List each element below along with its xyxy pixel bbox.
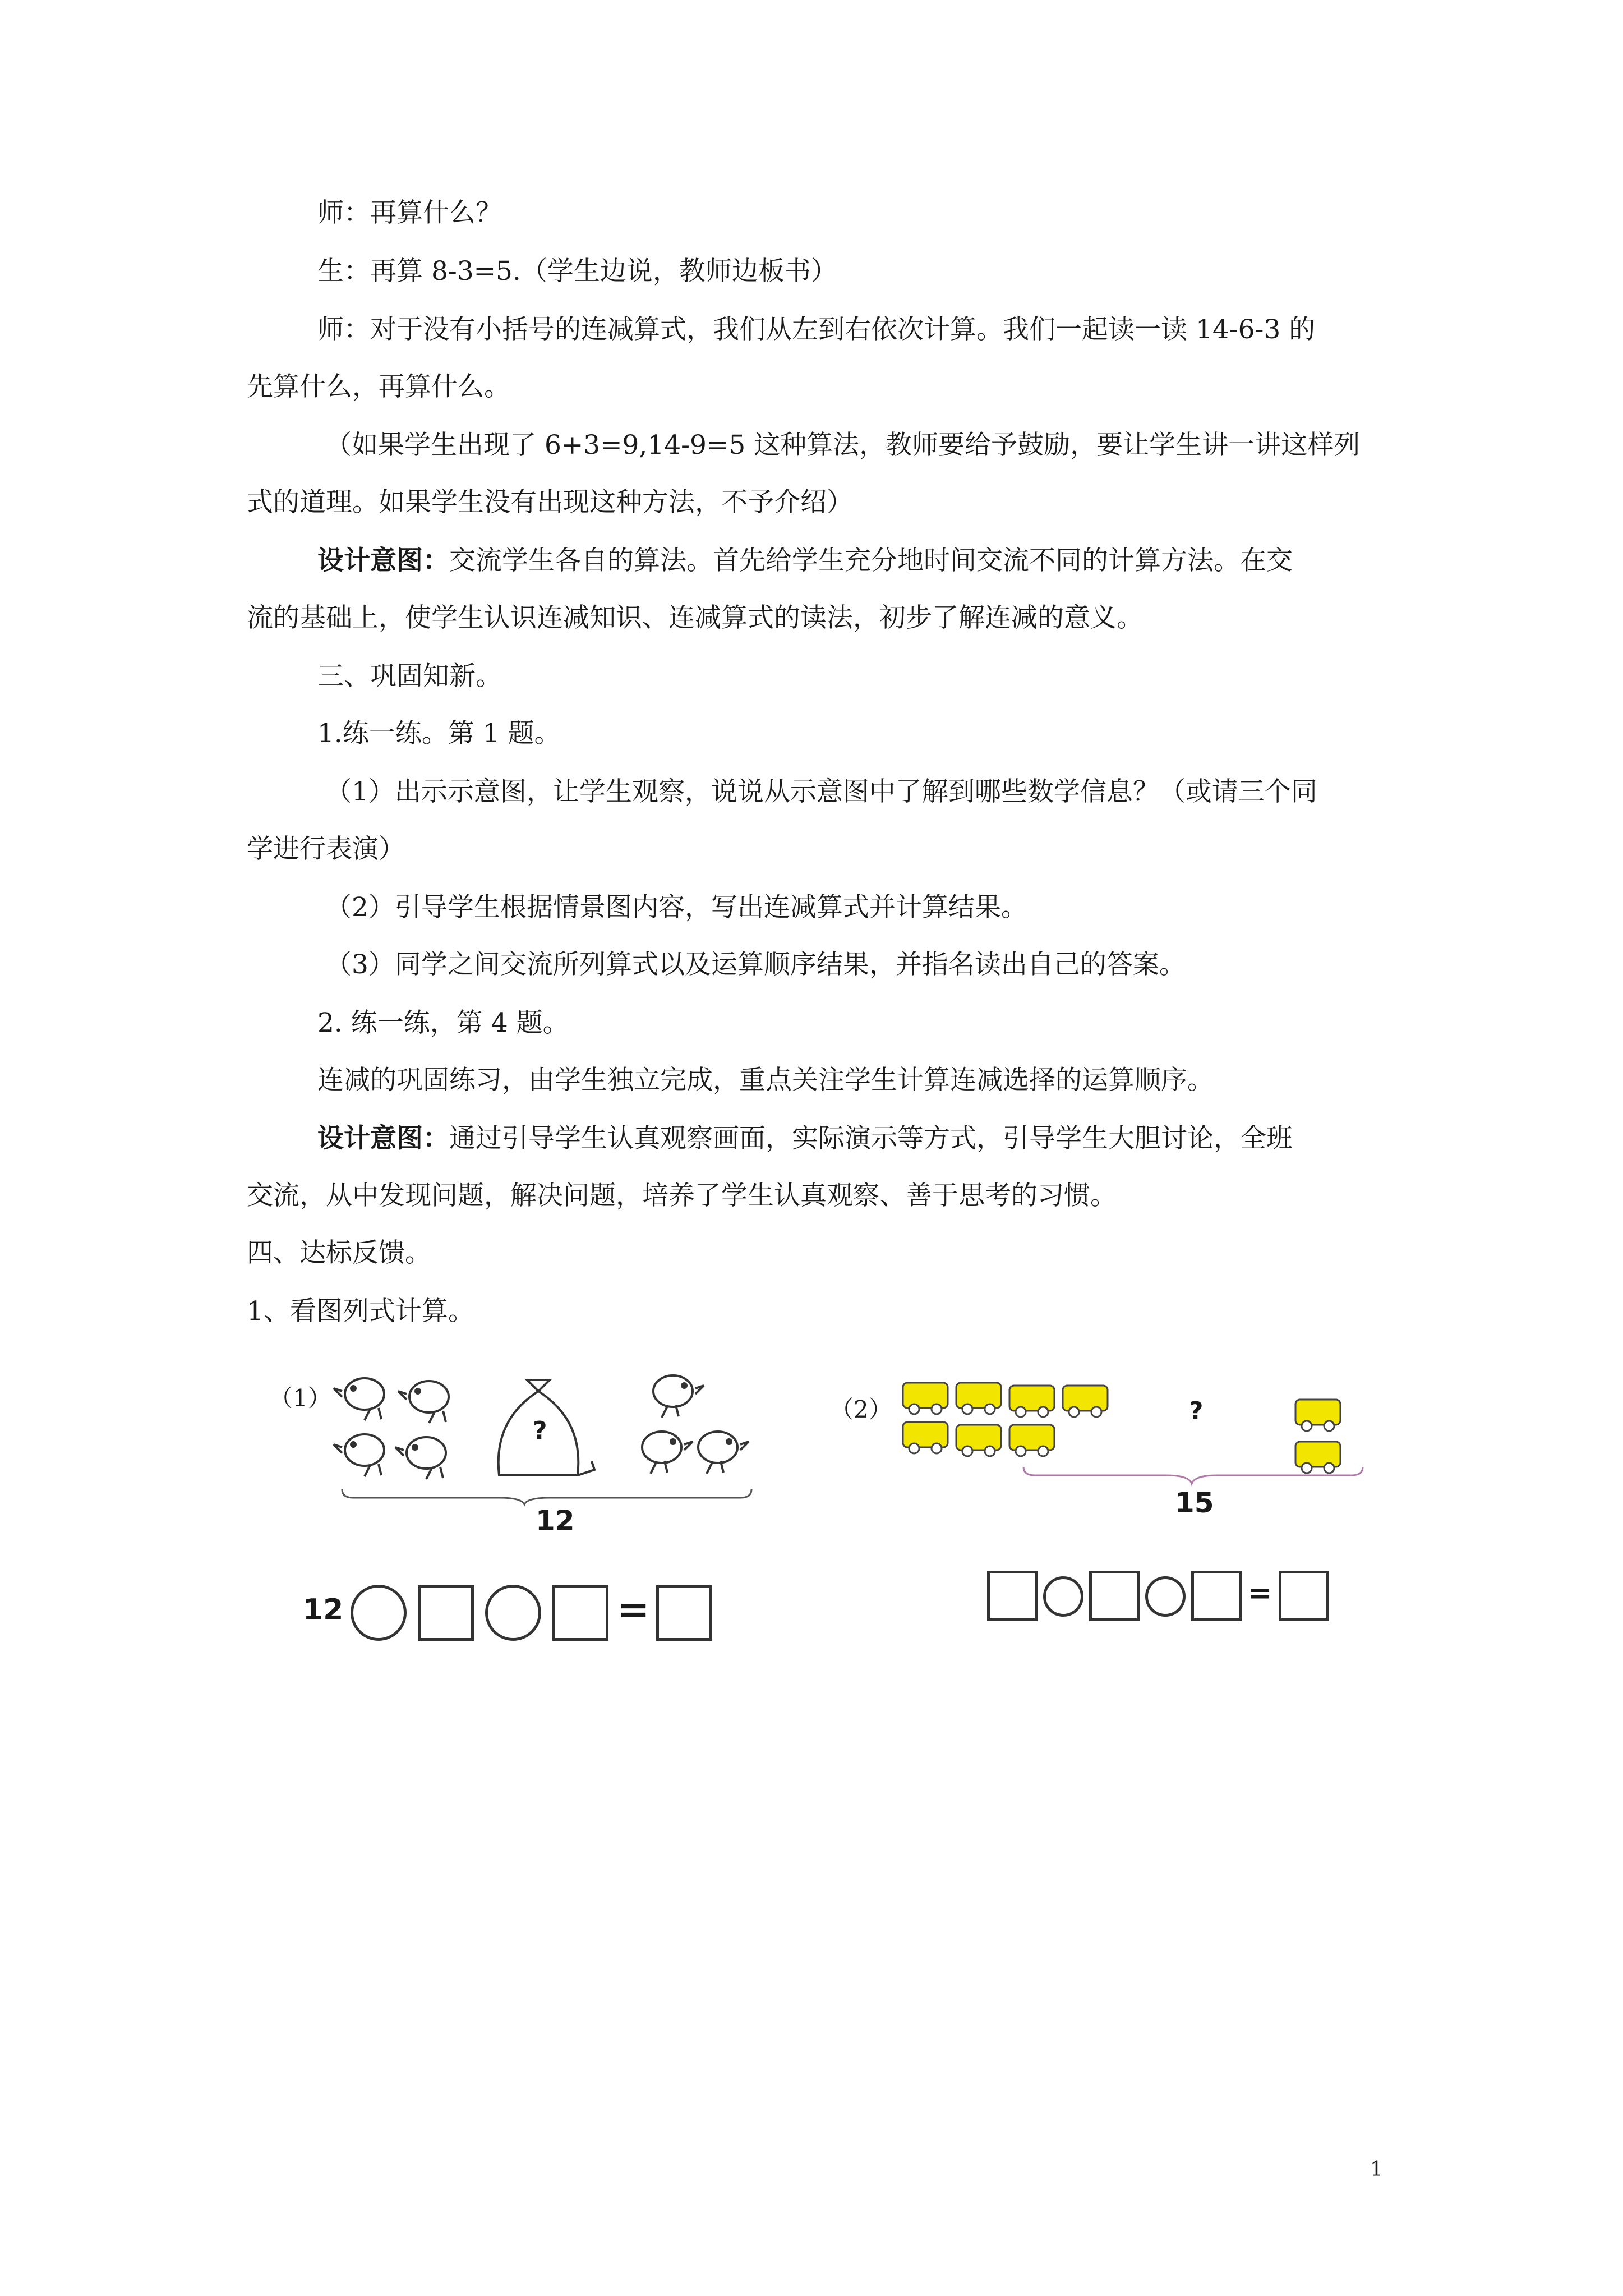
cars-picture — [830, 1369, 1391, 1515]
exercise-2-text: 连减的巩固练习，由学生独立完成，重点关注学生计算连减选择的运算顺序。 — [317, 1065, 1214, 1096]
figure-2-label: （2） — [830, 1396, 892, 1423]
car-icon — [903, 1422, 948, 1453]
answer-box-1[interactable] — [418, 1585, 474, 1641]
car-icon — [903, 1383, 948, 1414]
bird-icon — [398, 1381, 449, 1423]
bird-icon — [653, 1375, 704, 1418]
exercise-1-step-1-line-1: （1）出示示意图，让学生观察，说说从示意图中了解到哪些数学信息？（或请三个同 — [325, 776, 1317, 807]
design-intent-1-line-1 — [317, 544, 1293, 578]
section-3-heading: 三、巩固知新。 — [317, 661, 502, 692]
birds-picture — [258, 1358, 819, 1616]
equation-start-number: 12 — [303, 1593, 344, 1627]
bird-icon — [395, 1437, 446, 1479]
exercise-1-step-2: （2）引导学生根据情景图内容，写出连减算式并计算结果。 — [325, 892, 1027, 923]
design-intent-label: 设计意图： — [317, 1123, 449, 1154]
exercise-1-heading: 1.练一练。第 1 题。 — [317, 718, 561, 749]
design-intent-1-line-2: 流的基础上，使学生认识连减知识、连减算式的读法，初步了解连减的意义。 — [247, 602, 1143, 633]
equals-sign: = — [1248, 1576, 1272, 1610]
figure-2-cars — [830, 1369, 1391, 1660]
design-intent-label: 设计意图： — [317, 545, 449, 576]
paragraph-teacher-explain-1: 师：对于没有小括号的连减算式，我们从左到右依次计算。我们一起读一读 14-6-3 的 — [317, 314, 1316, 345]
total-count: 15 — [1175, 1487, 1214, 1519]
section-4-heading: 四、达标反馈。 — [247, 1237, 431, 1268]
unknown-quantity: ? — [533, 1416, 547, 1445]
car-icon — [1063, 1386, 1108, 1417]
answer-box-3[interactable] — [1191, 1571, 1242, 1621]
paragraph-note-1: （如果学生出现了 6+3=9,14-9=5 这种算法，教师要给予鼓励，要让学生讲一讲这样列 — [325, 430, 1361, 461]
design-intent-text: 通过引导学生认真观察画面，实际演示等方式，引导学生大胆讨论，全班 — [449, 1123, 1293, 1154]
design-intent-2-line-2: 交流，从中发现问题，解决问题，培养了学生认真观察、善于思考的习惯。 — [247, 1180, 1117, 1211]
bird-icon — [642, 1432, 693, 1474]
car-icon — [956, 1383, 1001, 1414]
answer-box-1[interactable] — [987, 1571, 1038, 1621]
answer-box-result[interactable] — [656, 1585, 712, 1641]
answer-box-2[interactable] — [552, 1585, 608, 1641]
brace-line — [342, 1489, 751, 1504]
paragraph-student-answer: 生：再算 8-3=5.（学生边说，教师边板书） — [317, 256, 837, 287]
bird-icon — [334, 1434, 384, 1476]
bird-icon — [334, 1378, 384, 1420]
answer-box-result[interactable] — [1279, 1571, 1329, 1621]
bird-icon — [698, 1432, 749, 1474]
exercise-1-step-3: （3）同学之间交流所列算式以及运算顺序结果，并指名读出自己的答案。 — [325, 949, 1186, 980]
figure-1-birds — [258, 1358, 819, 1672]
paragraph-teacher-question: 师：再算什么？ — [317, 197, 502, 228]
unknown-quantity: ? — [1189, 1397, 1204, 1425]
answer-box-2[interactable] — [1089, 1571, 1140, 1621]
figure-1-label: （1） — [269, 1384, 331, 1412]
question-1-heading: 1、看图列式计算。 — [247, 1296, 474, 1327]
paragraph-teacher-explain-2: 先算什么，再算什么。 — [247, 371, 510, 402]
total-count: 12 — [536, 1504, 575, 1537]
car-icon — [1295, 1400, 1340, 1431]
equals-sign: = — [617, 1586, 650, 1632]
operator-circle-2[interactable] — [1145, 1576, 1186, 1617]
page-number: 1 — [1370, 2158, 1383, 2181]
operator-circle-1[interactable] — [1043, 1576, 1083, 1617]
car-icon — [1009, 1386, 1054, 1417]
operator-circle-1[interactable] — [351, 1585, 407, 1641]
operator-circle-2[interactable] — [485, 1585, 541, 1641]
design-intent-text: 交流学生各自的算法。首先给学生充分地时间交流不同的计算方法。在交 — [449, 545, 1293, 576]
car-icon — [956, 1425, 1001, 1456]
car-icon — [1295, 1442, 1340, 1473]
paragraph-note-2: 式的道理。如果学生没有出现这种方法，不予介绍） — [247, 487, 853, 518]
exercise-2-heading: 2. 练一练，第 4 题。 — [317, 1007, 569, 1038]
car-icon — [1009, 1425, 1054, 1456]
exercise-1-step-1-line-2: 学进行表演） — [247, 834, 405, 864]
design-intent-2-line-1 — [317, 1122, 1293, 1156]
